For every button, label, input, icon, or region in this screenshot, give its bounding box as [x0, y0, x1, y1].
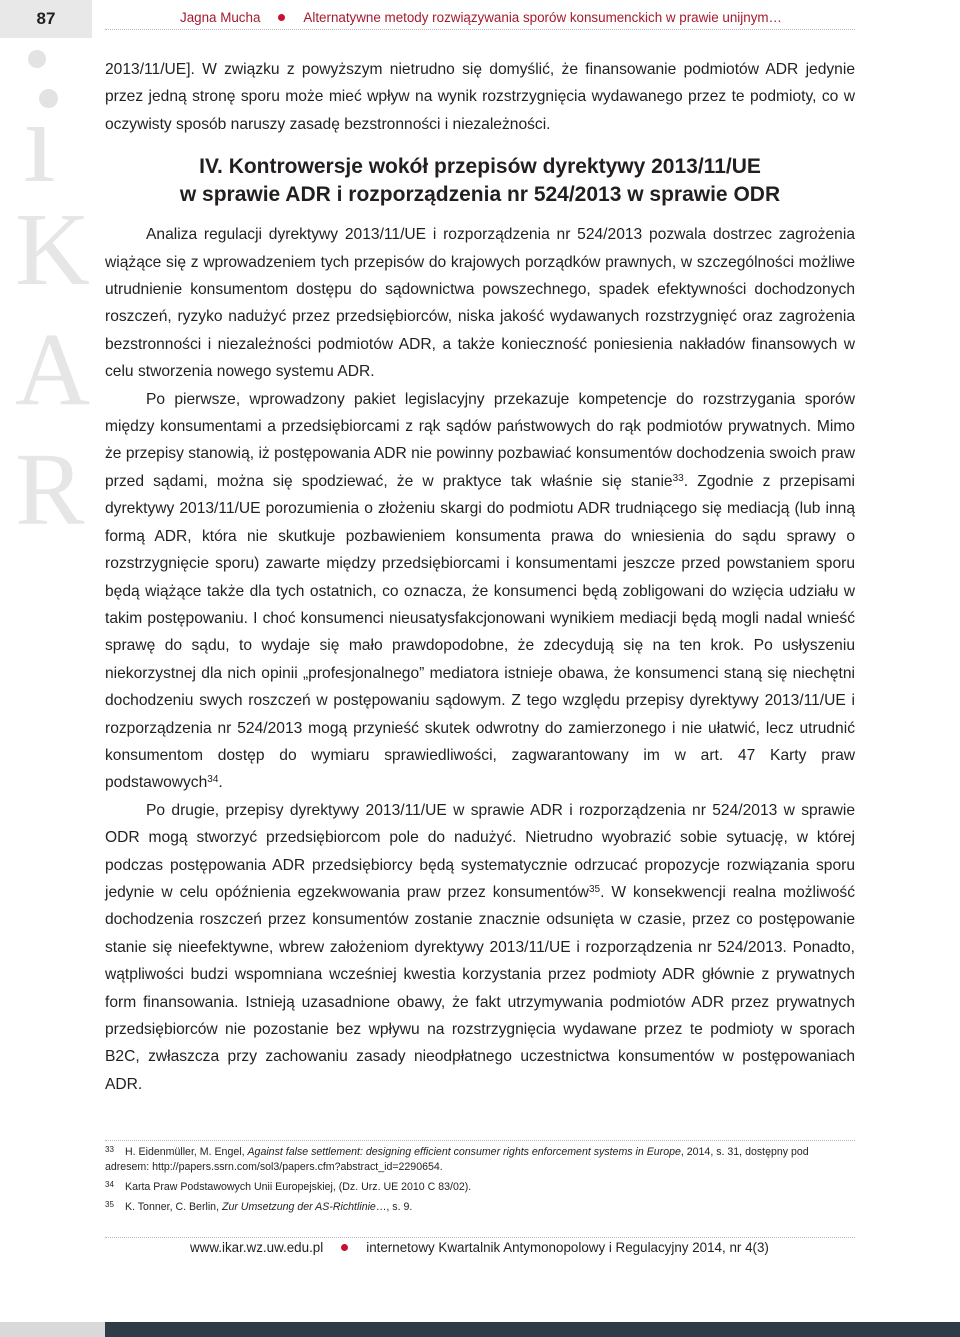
section-heading-line2: w sprawie ADR i rozporządzenia nr 524/2013 w sprawie ODR — [179, 183, 781, 207]
paragraph-text: . W konsekwencji realna możliwość dochodzenia roszczeń przez konsumentów zostanie znacznie odsunięta w czasie, przez co postępowanie stanie się nieefektywne, wbrew założeniom dyrektywy 2013/11/UE i rozporządzenia nr 524/2013. Ponadto, wątpliwości budzi wspomniana wcześniej kwestia korzystania przez podmioty ADR głównie z prywatnych form finansowania. Istnieją uzasadnione obawy, że fakt utrzymywania podmiotów ADR przez prywatnych przedsiębiorców nie pozostanie bez wpływu na rozstrzygnięcia wydawane przez te podmioty w sporach B2C, zwłaszcza przy zachowaniu zasady nieodpłatnego uczestnictwa konsumentów w postępowaniach ADR. — [105, 883, 855, 1093]
logo-letter-i: ı — [23, 76, 56, 207]
page-number: 87 — [0, 0, 92, 38]
footnote-authors: K. Tonner, C. Berlin, — [125, 1201, 222, 1213]
logo-dot-icon — [28, 50, 46, 68]
paragraph-text: . — [218, 774, 223, 792]
footnote-title: Against false settlement: designing efficient consumer rights enforcement systems in Europe — [247, 1146, 681, 1158]
header-author: Jagna Mucha — [180, 10, 261, 25]
section-heading — [105, 153, 855, 209]
footnote-number: 34 — [105, 1180, 114, 1189]
footnote-rest: …, s. 9. — [375, 1201, 413, 1213]
footnote-number: 35 — [105, 1200, 114, 1209]
footnote-34 — [105, 1180, 855, 1195]
running-header — [180, 10, 855, 30]
footnotes-divider — [105, 1140, 855, 1141]
logo-letter-r: R — [15, 432, 85, 547]
paragraph: Analiza regulacji dyrektywy 2013/11/UE i rozporządzenia nr 524/2013 pozwala dostrzec zagrożenia wiążące się z wprowadzeniem tych przepisów do krajowych porządków prawnych, w szczególności możliwe utrudnienie konsumentom dostępu do sądownictwa powszechnego, spadek efektywności dochodzonych roszczeń, ryzyko nadużyć przez przedsiębiorców, niska jakość wydawanych rozstrzygnięć oraz zagrożenia bezstronności i niezależności podmiotów ADR, a także konieczność poniesienia nakładów finansowych w celu stworzenia nowego systemu ADR. — [105, 226, 855, 381]
footer-divider — [105, 1237, 855, 1238]
footnote-ref-34[interactable]: 34 — [207, 774, 219, 786]
footnotes — [105, 1145, 855, 1220]
footnote-rest: , 2014, s. 31, dostępny pod — [680, 1146, 809, 1158]
footnote-33 — [105, 1145, 855, 1175]
bottom-bar — [105, 1322, 960, 1337]
bullet-dot-icon — [278, 14, 285, 21]
footnote-url[interactable]: adresem: http://papers.ssrn.com/sol3/papers.cfm?abstract_id=2290654. — [105, 1161, 443, 1173]
footnote-ref-35[interactable]: 35 — [588, 883, 601, 895]
footnote-authors: H. Eidenmüller, M. Engel, — [125, 1146, 248, 1158]
paragraph — [105, 797, 855, 1098]
logo-letter-a: A — [15, 312, 91, 427]
footnote-number: 33 — [105, 1145, 114, 1154]
paragraph-continued: 2013/11/UE]. W związku z powyższym nietrudno się domyślić, że finansowanie podmiotów ADR jedynie przez jedną stronę sporu może mieć wpływ na wynik rozstrzygnięcia wydawanego przez te podmioty, co w oczywisty sposób naruszy zasadę bezstronności i niezależności. — [105, 61, 855, 133]
header-title: Alternatywne metody rozwiązywania sporów konsumenckich w prawie unijnym… — [303, 10, 782, 25]
logo-letter-k: K — [15, 192, 91, 307]
footer-url[interactable]: www.ikar.wz.uw.edu.pl — [190, 1240, 324, 1255]
footnote-text: Karta Praw Podstawowych Unii Europejskiej, (Dz. Urz. UE 2010 C 83/02). — [125, 1181, 472, 1193]
ikar-logo — [0, 38, 100, 578]
section-heading-line1: IV. Kontrowersje wokół przepisów dyrektywy 2013/11/UE — [199, 155, 761, 179]
footnote-35 — [105, 1200, 855, 1215]
footnote-title: Zur Umsetzung der AS-Richtlinie — [221, 1201, 376, 1213]
article-body — [105, 56, 855, 1098]
paragraph — [105, 386, 855, 797]
footnote-ref-33[interactable]: 33 — [672, 472, 684, 484]
paragraph-text: . Zgodnie z przepisami dyrektywy 2013/11/UE porozumienia o złożeniu skargi do podmiotu ADR trudniącego się mediacją (lub inną formą ADR, która nie skutkuje pozbawieniem konsumenta prawa do wniesienia do sądu sprawy o rozstrzygnięcie sporu) zawarte między przedsiębiorcami i konsumentami jeszcze przed powstaniem sporu będą wiążące także dla tych ostatnich, co oznacza, że konsumenci będą zobligowani do wzięcia udziału w takim postępowaniu. I choć konsumenci nieusatysfakcjonowani wynikiem mediacji będą mogli nadal wnieść sprawę do sądu, to wydaje się mało prawdopodobne, że zdecydują się na ten krok. Po usłyszeniu niekorzystnej dla nich opinii „profesjonalnego” mediatora istnieje obawa, że konsumenci staną się niechętni dochodzeniu swych roszczeń w postępowaniu sądowym. Z tego względu przepisy dyrektywy 2013/11/UE i rozporządzenia nr 524/2013 mogą przynieść skutek odwrotny do zamierzonego i nie ułatwić, lecz utrudnić konsumentom dostęp do wymiaru sprawiedliwości, zagwarantowany im w art. 47 Karty praw podstawowych — [105, 472, 855, 792]
bottom-bar-left — [0, 1322, 105, 1337]
footer-journal: internetowy Kwartalnik Antymonopolowy i Regulacyjny 2014, nr 4(3) — [366, 1240, 769, 1255]
header-divider — [105, 29, 855, 30]
running-footer — [190, 1240, 769, 1255]
paragraph-text: Po drugie, przepisy dyrektywy 2013/11/UE w sprawie ADR i rozporządzenia nr 524/2013 w sprawie ODR mogą stworzyć przedsiębiorcom pole do nadużyć. Nietrudno wyobrazić sobie sytuację, w której podczas postępowania ADR przedsiębiorcy będą systematycznie odrzucać propozycje rozwiązania sporu jedynie w celu opóźnienia egzekwowania praw przez konsumentów — [105, 801, 855, 901]
bullet-dot-icon — [341, 1244, 348, 1251]
paragraph-text: Po pierwsze, wprowadzony pakiet legislacyjny przekazuje kompetencje do rozstrzygania sporów między konsumentami a przedsiębiorcami z rąk sądów państwowych do rąk podmiotów prywatnych. Mimo że przepisy stanowią, iż postępowania ADR nie powinny pozbawiać konsumentów dochodzenia swoich praw przed sądami, można się spodziewać, że w praktyce tak właśnie się stanie — [105, 390, 855, 490]
